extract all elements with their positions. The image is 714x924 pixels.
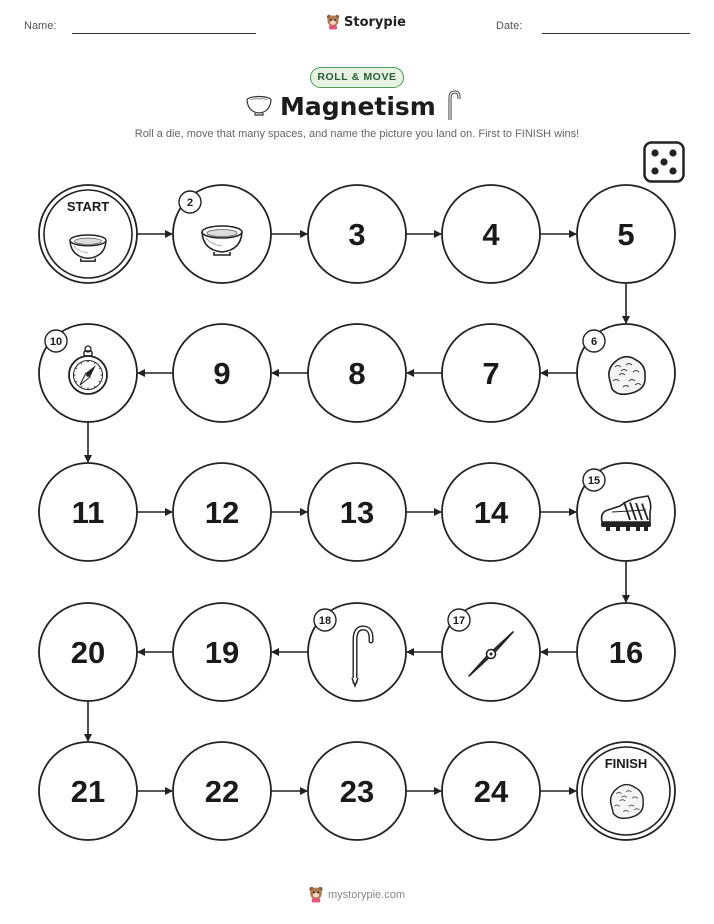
storypie-mascot-icon <box>308 886 324 903</box>
space-number: 4 <box>482 217 500 252</box>
space-number: 7 <box>482 356 500 391</box>
space-number: 12 <box>204 495 240 530</box>
board-space-8[interactable] <box>308 324 406 422</box>
instructions: Roll a die, move that many spaces, and name the picture you land on. First to FINISH wins! <box>134 128 580 140</box>
space-number: 5 <box>617 217 635 252</box>
footer-site: mystorypie.com <box>328 888 406 901</box>
board-space-5[interactable] <box>577 185 675 283</box>
board-space-22[interactable] <box>173 742 271 840</box>
finish-label: FINISH <box>604 756 648 771</box>
space-number: 22 <box>204 774 240 809</box>
board-space-11[interactable] <box>39 463 137 561</box>
board-space-12[interactable] <box>173 463 271 561</box>
board-space-23[interactable] <box>308 742 406 840</box>
space-number: 11 <box>71 495 105 530</box>
space-number-badge-label: 18 <box>318 615 332 627</box>
board-space-2[interactable] <box>173 185 271 283</box>
space-number-badge-label: 10 <box>49 336 63 348</box>
name-label: Name: <box>24 20 57 32</box>
board-space-21[interactable] <box>39 742 137 840</box>
space-number: 8 <box>348 356 366 391</box>
board-space-10[interactable] <box>39 324 137 422</box>
page-title: Magnetism <box>280 92 436 121</box>
board-space-24[interactable] <box>442 742 540 840</box>
space-number: 16 <box>608 635 644 670</box>
rock-icon <box>611 785 644 819</box>
space-number: 20 <box>70 635 106 670</box>
start-label: START <box>66 199 110 214</box>
space-number-badge-label: 6 <box>590 336 598 348</box>
board-space-6[interactable] <box>577 324 675 422</box>
rock-icon <box>609 357 645 395</box>
space-number: 23 <box>339 774 375 809</box>
board-space-16[interactable] <box>577 603 675 701</box>
board-space-13[interactable] <box>308 463 406 561</box>
board-space-4[interactable] <box>442 185 540 283</box>
board-space-14[interactable] <box>442 463 540 561</box>
space-number-badge-label: 15 <box>587 475 601 487</box>
board-space-7[interactable] <box>442 324 540 422</box>
board-space-17[interactable] <box>442 603 540 701</box>
board-space-19[interactable] <box>173 603 271 701</box>
board-space-3[interactable] <box>308 185 406 283</box>
start-space[interactable] <box>39 185 137 283</box>
board-space-9[interactable] <box>173 324 271 422</box>
board-space-15[interactable] <box>577 463 675 561</box>
space-number: 19 <box>204 635 240 670</box>
date-label: Date: <box>496 20 523 32</box>
finish-space[interactable] <box>577 742 675 840</box>
space-number: 24 <box>473 774 509 809</box>
brand-name: Storypie <box>344 14 406 30</box>
board-space-18[interactable] <box>308 603 406 701</box>
game-type-badge: ROLL & MOVE <box>310 67 404 88</box>
space-number: 3 <box>348 217 366 252</box>
space-number: 13 <box>339 495 375 530</box>
space-number-badge-label: 2 <box>186 197 194 209</box>
board-space-20[interactable] <box>39 603 137 701</box>
space-number-badge-label: 17 <box>452 615 466 627</box>
footer <box>308 886 405 903</box>
space-number: 14 <box>473 495 509 530</box>
space-number: 9 <box>213 356 231 391</box>
space-number: 21 <box>70 774 106 809</box>
